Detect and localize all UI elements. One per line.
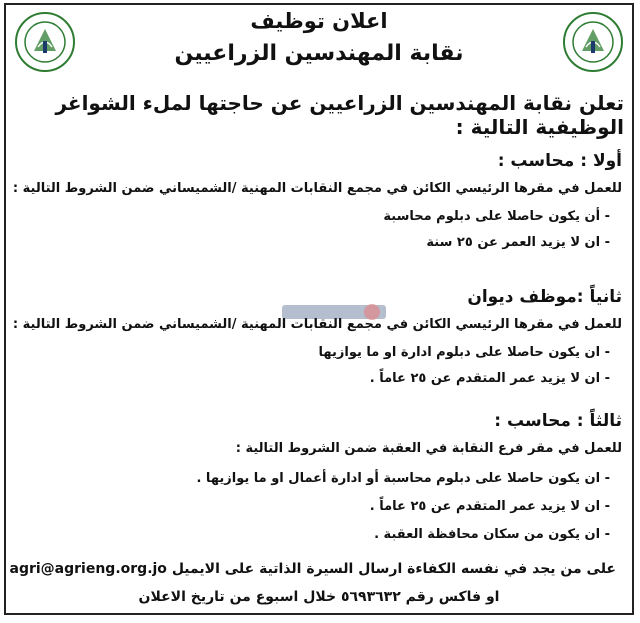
section-3-condition-1: - ان يكون حاصلا على دبلوم محاسبة أو ادارة أعمال او ما يوازيها . xyxy=(196,471,610,486)
announcement-headline: تعلن نقابة المهندسين الزراعيين عن حاجتها لملء الشواغر الوظيفية التالية : xyxy=(55,91,624,139)
section-3-condition-3: - ان يكون من سكان محافظة العقبة . xyxy=(374,527,610,542)
contact-email: agri@agrieng.org.jo xyxy=(9,561,167,577)
section-2-heading: ثانياً :موظف ديوان xyxy=(467,287,622,307)
section-1-intro: للعمل في مقرها الرئيسي الكائن في مجمع النقابات المهنية /الشميساني ضمن الشروط التالية : xyxy=(12,181,622,196)
section-2-condition-1: - ان يكون حاصلا على دبلوم ادارة او ما يوازيها xyxy=(318,345,610,360)
watermark-icon xyxy=(282,301,386,323)
section-3-condition-2: - ان لا يزيد عمر المتقدم عن ٢٥ عاماً . xyxy=(369,499,610,514)
section-1-condition-2: - ان لا يزيد العمر عن ٢٥ سنة xyxy=(426,235,610,250)
section-2-intro: للعمل في مقرها الرئيسي الكائن في مجمع النقابات المهنية /الشميساني ضمن الشروط التالية : xyxy=(12,317,622,332)
apply-text: على من يجد في نفسه الكفاءة ارسال السيرة الذاتية على الايميل xyxy=(171,561,616,577)
section-1-condition-1: - أن يكون حاصلا على دبلوم محاسبة xyxy=(383,209,610,224)
job-announcement xyxy=(4,3,634,615)
section-2-condition-2: - ان لا يزيد عمر المتقدم عن ٢٥ عاماً . xyxy=(369,371,610,386)
section-1-heading: أولا : محاسب : xyxy=(497,151,622,171)
news-watermark xyxy=(282,301,386,323)
application-instructions xyxy=(9,561,616,577)
section-3-intro: للعمل في مقر فرع النقابة في العقبة ضمن الشروط التالية : xyxy=(235,441,622,456)
announcement-title: اعلان توظيف xyxy=(250,9,388,33)
organization-name: نقابة المهندسين الزراعيين xyxy=(174,41,464,66)
section-3-heading: ثالثاً : محاسب : xyxy=(494,411,622,431)
fax-instructions: او فاكس رقم ٥٦٩٣٦٣٢ خلال اسبوع من تاريخ الاعلان xyxy=(138,589,500,605)
